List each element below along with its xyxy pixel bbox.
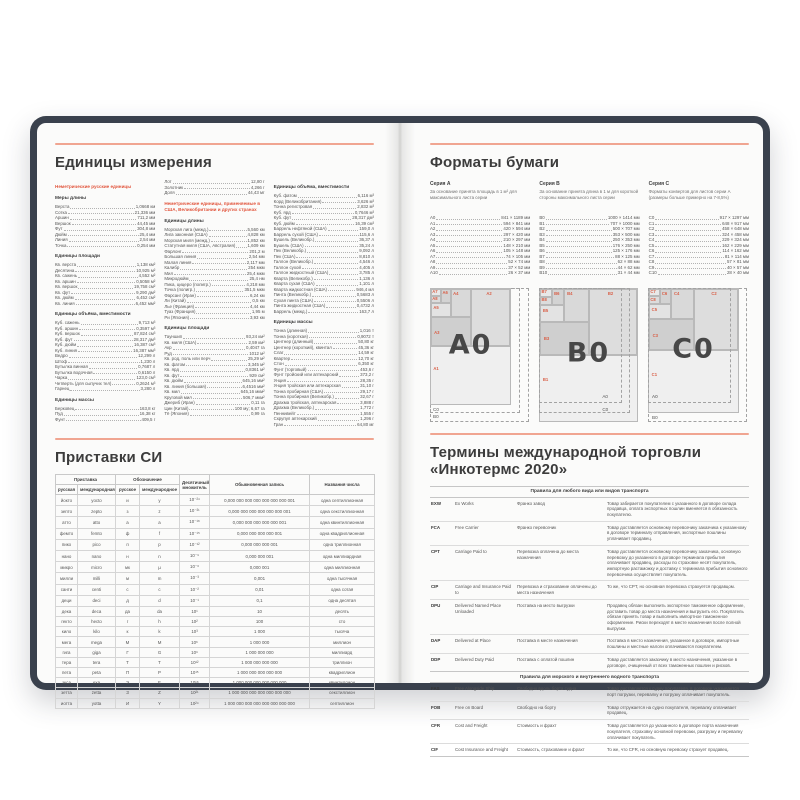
unit-row: Кв. вершок 19,758 см² [55, 284, 156, 290]
unit-row: Кв. фут 929 см² [164, 372, 265, 378]
unit-row: Лот 12,80 г [164, 179, 265, 184]
si-table-row: фемто femto ф f 10⁻¹⁵ 0,000 000 000 000 001 одна квадриллионная [56, 528, 375, 539]
incoterm-name-en: Carriage Paid to [455, 548, 487, 554]
page-right [400, 123, 763, 753]
unit-row: Большая линия 2,54 мм [164, 254, 265, 260]
unit-row: Кв. верста 1,138 км² [55, 262, 156, 268]
col-header-multiplier: Десятичный множитель [180, 475, 210, 495]
format-row: B2 500 × 707 мм [539, 226, 640, 231]
unit-row: Фут 304,8 мм [55, 226, 156, 232]
format-row: C4 229 × 324 мм [648, 237, 749, 242]
incoterm-name-ru: Франко завод [517, 500, 545, 506]
unit-row: Лига законная (США) 4,828 км [164, 232, 265, 238]
unit-row: Лье (Франция) 4,44 км [164, 303, 265, 309]
series-b-description: За основание принята длина в 1 м для короткой стороны максимального листа серии [539, 189, 639, 200]
page-left [37, 123, 400, 706]
unit-row: Морская миля (межд.) 1,852 км [164, 237, 265, 243]
paper-size-diagrams [430, 288, 749, 422]
series-b-list [539, 215, 639, 276]
si-table-row: иотта yotta И Y 10²⁴ 1 000 000 000 000 000 000 000 000 септиллион [56, 698, 375, 708]
col-header-prefix: Приставка [56, 475, 116, 485]
incoterm-row [430, 599, 749, 635]
unit-row: Тонна пробирная (Великобр.) 32,67 г [273, 394, 374, 399]
unit-row: Кварта (Великобр.) 1,136 л [273, 275, 374, 281]
units-columns [55, 179, 374, 427]
si-table-row: кило kilo к k 10³ 1 000 тысяча [56, 627, 375, 637]
incoterm-name-en: Free Alongside Ship [455, 686, 495, 692]
si-table-row: экса exa Э E 10¹⁸ 1 000 000 000 000 000 000 квинтиллион [56, 678, 375, 688]
si-table-row: атто atto а a 10⁻¹⁸ 0,000 000 000 000 000 001 одна квинтиллионная [56, 517, 375, 528]
subcol-international-symbol: международное [140, 485, 180, 495]
unit-row: Пек (США) 8,810 л [273, 253, 374, 259]
unit-row: Куб. аршин 0,3597 м³ [55, 325, 156, 331]
subcol-russian-symbol: русское [116, 485, 140, 495]
si-table-row: деци deci д d 10⁻¹ 0,1 одна десятая [56, 595, 375, 606]
ru-mass-list [55, 406, 155, 423]
unit-row: Ри (Япония) 3,93 км [164, 314, 265, 320]
units-section-title: Единицы измерения [55, 154, 212, 171]
unit-row: Пеннивейт 1,555 г [273, 410, 374, 416]
diagram-a0: A1 A2 A3 A4 A5 A6 A7 A8 A0 C0 B0 [430, 288, 529, 422]
unit-row: Куб. линия 16,387 мм³ [55, 347, 156, 353]
units-column-right [274, 179, 374, 427]
incoterm-code: DPU [431, 602, 441, 608]
us-mass-heading: Единицы массы [273, 320, 313, 325]
unit-row: Берковец 163,8 кг [55, 405, 156, 411]
incoterm-row [430, 580, 749, 598]
incoterms-rows-any [430, 498, 749, 672]
us-area-heading: Единицы площади [164, 326, 210, 332]
unit-row: Кв. миля (США) 2,59 км² [164, 339, 265, 345]
incoterm-description: То же, что CPT, но основная перевозка страхуется продавцом. [607, 584, 736, 590]
unit-row: Кв. фут 9,290 дм² [55, 289, 156, 295]
divider-line [55, 438, 374, 440]
unit-row: Штоф 1,230 л [55, 358, 156, 364]
incoterm-description: Товар забирается покупателем с указанного в договоре склада продавца, оплата экспортных пошлин вменяется в обязанность покупателю. [607, 500, 738, 517]
incoterm-code: DAP [431, 638, 441, 644]
incoterms-rows-sea [430, 683, 749, 756]
incoterm-name-en: Cost and Freight [455, 723, 488, 729]
paper-series-columns [430, 179, 749, 276]
unit-row: Статутная миля (США, Австралия) 1,609 км [164, 243, 265, 249]
incoterm-name-ru: Поставка с оплатой пошлин [517, 656, 575, 662]
unit-row: Унция тройская или аптекарская 31,10 г [273, 383, 374, 388]
unit-row: Вершок 44,45 мм [55, 220, 156, 226]
unit-row: Туаз (Франция) 1,95 м [164, 309, 265, 315]
series-b-title: Серия B [539, 181, 560, 187]
format-row: B0 1000 × 1414 мм [539, 215, 640, 220]
format-row: A2 420 × 594 мм [430, 226, 531, 231]
unit-row: Куб. фут 28,317 дм³ [273, 215, 374, 220]
unit-row: Слаг 14,59 кг [273, 350, 374, 355]
si-table-row: гига giga Г G 10⁹ 1 000 000 000 миллиард [56, 647, 375, 657]
us-length-heading: Единицы длины [164, 218, 204, 224]
format-row: B7 88 × 125 мм [539, 253, 640, 259]
us-mass-list [274, 328, 374, 427]
incoterms-band-sea-transport: Правила для морского и внутреннего водного транспорта [430, 671, 749, 683]
unit-row: Бутылка водочная 0,6150 л [55, 369, 156, 375]
unit-row: Пинта жидкостная (США) 0,4732 л [273, 303, 374, 308]
us-length-list [164, 227, 264, 321]
incoterms-bottom-line [430, 756, 749, 757]
unit-row: Унция 28,35 г [273, 377, 374, 383]
unit-row: Фарсанг (Иран) 6,24 км [164, 292, 265, 298]
unit-row: Корд (Великобритания) 3,626 м³ [273, 198, 374, 204]
incoterm-row [430, 545, 749, 581]
series-c-title: Серия C [648, 181, 670, 187]
ru-mass-heading: Единицы массы [55, 397, 95, 403]
si-table-body [56, 495, 375, 709]
unit-row: Круговой мил 506,7 мкм² [164, 394, 265, 400]
sheet-b0: B1 B2 B3 B4 B5 B6 B7 B8 B0 [539, 288, 638, 422]
incoterm-name-en: Delivered Named Place Unloaded [455, 602, 502, 614]
incoterm-code: FCA [431, 524, 441, 530]
unit-row: Тонна (короткая) 0,9072 т [273, 333, 374, 339]
unit-row: Точка 0,254 мм [55, 242, 156, 248]
unit-row: Микродюйм 25,4 нм [164, 276, 265, 282]
format-row: B3 353 × 500 мм [539, 231, 640, 237]
unit-row: Точка (полигр.) 351,5 мкм [164, 287, 265, 293]
incoterm-name-ru: Перевозка оплачена до места назначения [517, 548, 579, 560]
diagram-c0: C1 C2 C3 C4 C5 C6 C7 C8 C0 A0 B0 [648, 288, 747, 422]
incoterm-code: CFR [431, 723, 441, 729]
si-table-row: нано nano н n 10⁻⁹ 0,000 000 001 одна миллиардная [56, 550, 375, 561]
unit-row: Кварта сухая (США) 1,101 л [273, 281, 374, 286]
unit-row: Акр 0,4047 га [164, 345, 265, 351]
incoterm-code: FOB [431, 704, 441, 710]
unit-row: Кв. сажень 4,552 м² [55, 273, 156, 279]
format-row: C9 40 × 57 мм [648, 264, 749, 270]
incoterm-name-ru: Перевозка и страхование оплачены до места назначения [517, 584, 597, 596]
dashed-outline-a0 [539, 288, 622, 403]
unit-row: Баррель нефтяной (США) 159,0 л [273, 226, 374, 231]
si-table-header [56, 475, 375, 495]
unit-row: Гарнец 3,280 л [55, 386, 156, 392]
unit-row: Куб. вершок 87,824 см³ [55, 331, 156, 337]
unit-row: Баррель (межд.) 163,7 л [273, 308, 374, 314]
us-volume-heading: Единицы объёма, вместимости [273, 185, 350, 190]
unit-row: Кв. дюйм 6,452 см² [55, 295, 156, 301]
unit-row: Сухая пинта (США) 0,5506 л [273, 297, 374, 303]
unit-row: Руд 1012 м² [164, 350, 265, 356]
unit-row: Четверть (для сыпучих тел) 0,2624 м³ [55, 380, 156, 386]
unit-row: Линия 2,54 мм [55, 237, 156, 243]
incoterm-row [430, 498, 749, 521]
series-b [539, 179, 639, 276]
unit-row: Фунт 409,5 г [55, 416, 156, 422]
ru-mass-list-continued [164, 179, 264, 196]
unit-row: Бушель (США) 35,24 л [273, 242, 374, 248]
unit-row: Аршин 711,2 мм [55, 215, 156, 221]
si-table-row: йокто yocto и y 10⁻²⁴ 0,000 000 000 000 000 000 000 001 одна септиллионная [56, 495, 375, 506]
si-table-row: тера tera Т T 10¹² 1 000 000 000 000 триллион [56, 657, 375, 667]
si-table-row: милли milli м m 10⁻³ 0,001 одна тысячная [56, 573, 375, 584]
unit-row: Скрупул аптекарский 1,296 г [273, 416, 374, 421]
incoterm-code: CIP [431, 584, 439, 590]
unit-row: Ведро 12,299 л [55, 353, 156, 359]
incoterm-name-en: Delivered Duty Paid [455, 656, 494, 662]
incoterm-description: Поставка в место назначения, указанное в договоре, импортные пошлины и местные налоги оплачиваются покупателем. [607, 638, 740, 650]
format-row: C3 324 × 458 мм [648, 231, 749, 237]
si-table-row: санти centi с c 10⁻² 0,01 одна сотая [56, 584, 375, 595]
unit-row: Ли (Китай) 0,5 км [164, 298, 265, 304]
format-row: B1 707 × 1000 мм [539, 220, 640, 226]
unit-row: Баррель сухой (США) 115,6 л [273, 231, 374, 237]
us-area-list [164, 334, 264, 417]
unit-row: Мил 25,4 мкм [164, 270, 265, 276]
unit-row: Пек (Великобр.) 9,092 л [273, 248, 374, 253]
incoterm-name-en: Delivered at Place [455, 638, 491, 644]
series-a-title: Серия A [430, 181, 451, 187]
unit-row: Кв. мил 645,16 мкм² [164, 389, 265, 395]
si-table-row: пико pico п p 10⁻¹² 0,000 000 000 001 одна триллионная [56, 539, 375, 550]
format-row: A1 594 × 841 мм [430, 220, 531, 226]
notebook-cover [30, 116, 770, 753]
divider-line [430, 143, 749, 145]
format-row: C5 162 × 229 мм [648, 242, 749, 248]
format-row: C6 114 × 162 мм [648, 248, 749, 253]
unit-row: Золотник 4,266 г [164, 184, 265, 190]
format-row: A7 74 × 105 мм [430, 253, 531, 259]
unit-row: Квартер 12,70 кг [273, 355, 374, 361]
format-row: C0 917 × 1297 мм [648, 215, 749, 220]
subcol-international: международная [78, 485, 116, 495]
unit-row: Цин (Китай) 100 му; 6,67 га [164, 405, 265, 411]
si-table-row: пета peta П P 10¹⁵ 1 000 000 000 000 000 квадриллион [56, 668, 375, 678]
series-a [430, 179, 530, 276]
format-row: A10 26 × 37 мм [430, 270, 531, 275]
format-label-b0: B0 [566, 337, 611, 369]
incoterm-name-ru: Свободно вдоль борта судна [517, 686, 577, 692]
notebook-pages [37, 123, 763, 753]
unit-row: Кв. линия (большая) 6,4516 мм² [164, 383, 265, 389]
incoterm-name-ru: Поставка на место выгрузки [517, 602, 575, 608]
incoterms-section-title: Термины международной торговли «Инкотермс 2020» [430, 443, 702, 478]
unit-row: Пика, цицеро (полигр.) 4,218 мм [164, 281, 265, 287]
format-row: A4 210 × 297 мм [430, 237, 531, 242]
incoterm-code: CIF [431, 747, 439, 753]
unit-row: Тонна пробирная (США) 29,17 г [273, 388, 374, 394]
incoterm-description: Товар отгружается на судно покупателя, перевалку оплачивает продавец. [607, 704, 737, 716]
unit-row: Тауншип 93,24 км² [164, 334, 265, 340]
unit-row: Тонна регистровая 2,832 м³ [273, 204, 374, 209]
unit-row: Калибр 254 мкм [164, 265, 265, 271]
si-table-row: микро micro мк µ 10⁻⁶ 0,000 001 одна миллионная [56, 562, 375, 573]
incoterm-name-en: Cost Insurance and Freight [455, 747, 508, 753]
incoterm-row [430, 683, 749, 700]
unit-row: Куб. сажень 9,713 м³ [55, 320, 156, 326]
unit-row: Фарлонг 201,2 м [164, 248, 265, 254]
incoterm-name-ru: Стоимость и фрахт [517, 723, 557, 729]
format-row: A5 148 × 210 мм [430, 242, 531, 248]
unit-row: Малая линия 2,117 мм [164, 259, 265, 265]
unit-row: Кв. фатом 3,345 м² [164, 361, 265, 367]
diagram-b0: B1 B2 B3 B4 B5 B6 B7 B8 B0 A0 C0 [539, 288, 638, 422]
unit-row: Кварта жидкостная (США) 946,4 мл [273, 286, 374, 292]
unit-row: Драхма (Великобр.) 1,772 г [273, 405, 374, 410]
incoterm-name-ru: Свободно на борту [517, 704, 557, 710]
unit-row: Драхма тройская, аптекарская 3,888 г [273, 399, 374, 405]
unit-row: Кв. линия 6,452 мм² [55, 300, 156, 306]
unit-row: Куб. фут 28,317 дм³ [55, 336, 156, 342]
col-header-symbol: Обозначение [116, 475, 180, 485]
series-c [649, 179, 749, 276]
ru-length-heading: Меры длины [55, 196, 87, 202]
series-c-list [649, 215, 749, 276]
incoterm-name-en: Carriage and Insurance Paid to [455, 584, 511, 596]
si-table-row: зепто zepto з z 10⁻²¹ 0,000 000 000 000 000 000 001 одна секстиллионная [56, 506, 375, 517]
russian-units-heading: Неметрические русские единицы [55, 184, 132, 189]
si-table-row: мега mega М M 10⁶ 1 000 000 миллион [56, 637, 375, 647]
sheet-c0: C1 C2 C3 C4 C5 C6 C7 C8 C0 [648, 288, 739, 414]
unit-row: Пинта (Великобр.) 0,5683 л [273, 292, 374, 297]
format-label-a0: A0 [448, 329, 493, 361]
si-section-title: Приставки СИ [55, 449, 163, 466]
incoterm-code: FAS [431, 686, 440, 692]
format-row: A9 37 × 52 мм [430, 264, 531, 270]
unit-row: Кв. род, поль или перч 25,29 м² [164, 356, 265, 362]
format-row: A6 105 × 148 мм [430, 248, 531, 253]
unit-row: Тонна (длинная) 1,016 т [273, 328, 374, 333]
unit-row: Центнер (длинный) 50,80 кг [273, 339, 374, 344]
ru-area-heading: Единицы площади [55, 254, 100, 260]
dashed-outline-a0 [648, 288, 731, 403]
unit-row: Куб. дюйм 16,387 см³ [55, 342, 156, 348]
incoterm-name-en: Ex Works [455, 500, 474, 506]
paper-section-title: Форматы бумаги [430, 154, 560, 171]
format-row: A3 297 × 420 мм [430, 231, 531, 237]
incoterm-code: EXW [431, 500, 442, 506]
format-row: B6 125 × 176 мм [539, 248, 640, 253]
sheet-a0: A1 A2 A3 A4 A5 A6 A7 A8 A0 [430, 288, 511, 406]
incoterm-code: DDP [431, 656, 441, 662]
divider-line [55, 143, 374, 145]
unit-row: Бушель (Великобр.) 36,37 л [273, 237, 374, 242]
unit-row: Пуд 16,38 кг [55, 411, 156, 417]
unit-row: Гран 64,80 мг [273, 421, 374, 427]
format-row: B8 62 × 88 мм [539, 259, 640, 264]
incoterm-description: То же, что CFR, но основную перевозку страхует продавец. [607, 747, 729, 753]
unit-row: Галлон сухой 4,405 л [273, 264, 374, 270]
series-a-list [430, 215, 530, 276]
format-row: C10 28 × 40 мм [648, 270, 749, 275]
unit-row: Кв. ярд 0,8361 м² [164, 367, 265, 373]
series-c-description: Форматы конвертов для листов серии A (размеры больше примерно на 7-8,5%) [648, 189, 731, 200]
unit-row: Куб. фатом 6,116 м³ [273, 193, 374, 198]
format-row: C8 57 × 81 мм [648, 259, 749, 264]
unit-row: Стон 6,350 кг [273, 361, 374, 366]
incoterm-row [430, 521, 749, 545]
incoterm-description: Товар доставляется до указанного в договоре порта назначения покупателя, страховку основной перевозки, разгрузку и перевалку оплачивает покупатель. [607, 723, 743, 740]
format-row: B5 176 × 250 мм [539, 242, 640, 248]
subcol-russian: русская [56, 485, 78, 495]
incoterm-description: Продавец обязан выполнить экспортное таможенное оформление, доставить товар до места назначения и выгрузить его. Покупатель обязан принять товар и выполнить импортное таможенное оформление. Риски переходят в месте назначения после полной выгрузки. [607, 602, 745, 631]
format-row: B4 250 × 353 мм [539, 237, 640, 242]
us-volume-list [274, 193, 374, 314]
units-column-russian [55, 179, 155, 427]
incoterm-description: Товар доставляется основному перевозчику заказчика, основную перевозку до указанного в договоре терминала прибытия оплачивает продавец, расходы по страховке несёт покупатель, импортную растаможку и доставку с терминала прибытия основного перевозчика осуществляет покупатель. [607, 548, 748, 577]
unit-row: Доля 44,43 мг [164, 190, 265, 195]
format-row: A0 841 × 1189 мм [430, 215, 531, 220]
unit-row: Фунт (торговый) 453,6 г [273, 366, 374, 372]
incoterm-row [430, 719, 749, 743]
ru-volume-heading: Единицы объёма, вместимости [55, 312, 131, 318]
series-a-description: За основание принята площадь в 1 м² для максимального листа серии [430, 189, 517, 200]
ru-volume-list [55, 320, 155, 392]
unit-row: Джериб (Иран) 0,11 га [164, 400, 265, 406]
col-header-name: Названия числа [310, 475, 375, 495]
format-row: C7 81 × 114 мм [648, 253, 749, 259]
incoterm-name-en: Free Carrier [455, 524, 479, 530]
unit-row: Бутылка винная 0,7687 л [55, 364, 156, 370]
si-prefix-table [55, 474, 375, 709]
us-units-heading: Неметрические единицы, применяемые в США, Великобритании и других странах [164, 200, 261, 212]
unit-row: Тё (Япония) 0,99 га [164, 411, 265, 417]
unit-row: Дюйм 25,4 мм [55, 231, 156, 237]
unit-row: Сотка 21,336 мм [55, 209, 156, 215]
unit-row: Десятина 10,925 м² [55, 267, 156, 273]
format-row: B10 31 × 44 мм [539, 270, 640, 275]
unit-row: Верста 1,0668 км [55, 204, 156, 210]
incoterm-row [430, 634, 749, 652]
unit-row: Фунт тройский или аптекарский 373,2 г [273, 372, 374, 377]
incoterm-name-ru: Франко перевозчик [517, 524, 557, 530]
unit-row: Куб. ярд 0,7646 м³ [273, 209, 374, 215]
incoterm-name-en: Free on Board [455, 704, 484, 710]
incoterm-description: Товар доставляется основному перевозчику заказчика к указанному в договоре терминалу отправления, экспортные пошлины уплачивает продавец. [607, 524, 747, 542]
format-row: A8 52 × 74 мм [430, 259, 531, 264]
unit-row: Чарка 123,0 см³ [55, 375, 156, 381]
units-column-middle [164, 179, 264, 427]
unit-row: Кв. аршин 0,5058 м² [55, 278, 156, 284]
unit-row: Морская лига (межд.) 5,560 км [164, 226, 265, 232]
format-label-c0: C0 [672, 333, 715, 365]
si-table-row: гекто hecto г h 10² 100 сто [56, 617, 375, 627]
unit-row: Галлон жидкостный (США) 3,785 л [273, 270, 374, 275]
format-row: B9 44 × 62 мм [539, 264, 640, 270]
unit-row: Кв. дюйм 645,16 мм² [164, 378, 265, 384]
format-row: C1 648 × 917 мм [648, 220, 749, 226]
format-row: C2 458 × 648 мм [648, 226, 749, 231]
unit-row: Центнер (короткий), квинтал 45,36 кг [273, 344, 374, 350]
col-header-plain: Обыкновенная запись [210, 475, 310, 495]
unit-row: Куб. дюйм 16,39 см³ [273, 220, 374, 226]
divider-line [430, 433, 749, 435]
incoterm-description: Товар доставляется заказчику в место назначения, указанное в договоре, очищенный от всех таможенных пошлин и рисков. [607, 656, 738, 668]
si-table-row: дека deca да da 10¹ 10 десять [56, 606, 375, 616]
ru-length-list [55, 204, 155, 248]
incoterm-code: CPT [431, 548, 440, 554]
incoterm-description: Товар доставляется к судну покупателя, в договоре указывается порт погрузки, перевалку и погрузку оплачивает покупатель. [607, 686, 739, 698]
incoterm-name-ru: Поставка в месте назначения [517, 638, 578, 644]
si-table-row: зетта zetta З Z 10²¹ 1 000 000 000 000 000 000 000 секстиллион [56, 688, 375, 698]
incoterms-table [430, 486, 749, 758]
incoterms-band-any-transport: Правила для любого вида или видов транспорта [430, 486, 749, 498]
unit-row: Галлон (Великобр.) 4,546 л [273, 259, 374, 264]
incoterm-row [430, 701, 749, 719]
ru-area-list [55, 262, 155, 306]
incoterm-row [430, 653, 749, 671]
incoterm-name-ru: Стоимость, страхование и фрахт [517, 747, 585, 753]
incoterm-row [430, 743, 749, 756]
